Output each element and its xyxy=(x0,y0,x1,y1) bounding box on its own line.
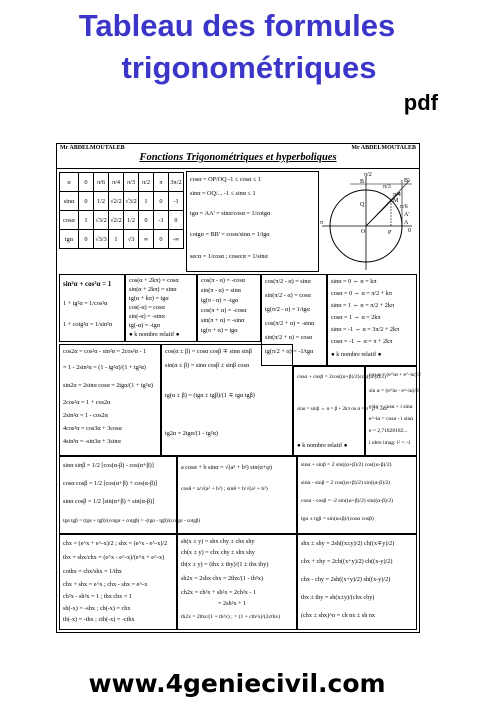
author-left: Mr ABDELMOUTALEB xyxy=(60,145,125,151)
formula-line: cotgα = BB' = cosα/sinα = 1/tgα xyxy=(190,231,270,238)
formula-line: sinα = -1 ⇔ α = 3π/2 + 2kπ xyxy=(331,326,400,333)
formula-line: sinα = sinβ ⇔ α = β + 2kπ ou α = π - β + 2kπ xyxy=(297,407,388,412)
circle-label: O xyxy=(361,229,366,235)
formula-line: tg(-α) = -tgα xyxy=(129,322,160,329)
table-cell: √3/3 xyxy=(94,230,109,249)
table-cell: 0 xyxy=(79,173,94,192)
formula-line: sh2x = 2shx chx = 2thx/(1 - th²x) xyxy=(181,575,263,582)
circle-label: π xyxy=(320,220,324,226)
formula-line: sin2α = 2sinα cosα = 2tgα/(1 + tg²α) xyxy=(63,382,153,389)
definitions-box xyxy=(186,171,319,272)
formula-line: sinα + sinβ = 2 sin((α+β)/2) cos((α-β)/2) xyxy=(301,462,392,468)
formula-line: 2cos²α = 1 + cos2α xyxy=(63,399,111,406)
formula-line: tg(π + α) = tgα xyxy=(201,327,238,334)
formula-sheet xyxy=(56,143,420,633)
formula-line: cos α = (e^iα + e^-iα)/2 xyxy=(369,372,421,378)
formula-line: sin²α + cos²α = 1 xyxy=(63,280,112,288)
circle-label: P xyxy=(388,230,392,236)
formula-line: th(-x) = -thx ; cth(-x) = -cthx xyxy=(63,616,135,623)
values-table xyxy=(59,172,184,249)
formula-line: thx ± thy = sh(x±y)/(chx chy) xyxy=(301,594,375,601)
formula-line: cosα = OP/OQ -1 ≤ cosα ≤ 1 xyxy=(190,176,261,183)
circle-label: π/3 xyxy=(383,184,391,190)
formula-line: sin α = (e^iα - e^-iα)/2i xyxy=(369,388,421,394)
formula-line: 1 + cotg²α = 1/sin²α xyxy=(63,321,113,328)
table-cell: √2/2 xyxy=(109,192,124,211)
table-cell: -1 xyxy=(154,211,169,230)
products-box xyxy=(59,456,201,534)
trig-circle-diagram xyxy=(320,172,416,272)
formula-line: ch(x ± y) = chx chy ± shx shy xyxy=(181,549,255,556)
table-cell: 1 xyxy=(109,230,124,249)
formula-line: i nbre imag: i² = -1 xyxy=(369,440,411,446)
table-cell: 1 xyxy=(139,192,154,211)
formula-line: cos2α = cos²α - sin²α = 2cos²α - 1 xyxy=(63,348,147,355)
formula-line: sin(π/2 - α) = cosα xyxy=(265,292,311,299)
table-cell: π/6 xyxy=(94,173,109,192)
addition-box xyxy=(161,344,293,456)
table-cell: -∞ xyxy=(169,230,184,249)
formula-line: cosα - cosβ = -2 sin((α+β)/2) sin((α-β)/2) xyxy=(301,498,393,504)
formula-line: ● k nombre relatif ● xyxy=(129,331,180,338)
formula-line: cosα = 0 ⇔ α = π/2 + kπ xyxy=(331,290,393,297)
hyperbolic-sums-box xyxy=(297,534,417,630)
pythagore-box xyxy=(59,274,125,342)
formula-line: sin(π - α) = sinα xyxy=(201,287,241,294)
equations-box xyxy=(327,274,417,366)
linear-combination-box xyxy=(177,456,297,534)
table-cell: cosα xyxy=(60,211,79,230)
periodicity-box xyxy=(125,274,197,342)
formula-line: chx - chy = 2sh((x+y)/2) sh((x-y)/2) xyxy=(301,576,391,583)
table-cell: 0 xyxy=(154,192,169,211)
sum-formulas-box xyxy=(297,456,417,534)
formula-line: e = 2,71828182... xyxy=(369,428,408,434)
table-cell: π/2 xyxy=(139,173,154,192)
formula-line: cos(π + α) = -cosα xyxy=(201,307,247,314)
formula-line: cos(α + 2kπ) = cosα xyxy=(129,277,179,284)
formula-line: ch2x = ch²x + sh²x = 2ch²x - 1 xyxy=(181,589,257,596)
formula-line: cosα cosβ = 1/2 [cos(α+β) + cos(α-β)] xyxy=(63,480,158,487)
values-table-header xyxy=(60,173,184,192)
table-cell: sinα xyxy=(60,192,79,211)
page-title-line-2: trigonométriques xyxy=(121,50,377,85)
circle-label: Q xyxy=(360,202,365,208)
table-cell: 1/2 xyxy=(94,192,109,211)
table-cell: 0 xyxy=(139,211,154,230)
formula-line: sinα - sinβ = 2 cos((α+β)/2) sin((α-β)/2) xyxy=(301,480,391,486)
circle-label: π/2 xyxy=(364,172,372,178)
hyperbolic-addition-box xyxy=(177,534,297,630)
formula-line: cos(-α) = cosα xyxy=(129,304,165,311)
formula-line: = 2sh²x + 1 xyxy=(218,600,247,607)
circle-label: B xyxy=(360,179,365,185)
formula-line: tg(α + kπ) = tgα xyxy=(129,295,169,302)
formula-line: chx + shx = e^x ; chx - shx = e^-x xyxy=(63,581,148,588)
formula-line: ● k nombre relatif ● xyxy=(331,351,382,358)
circle-label: M xyxy=(393,198,399,204)
formula-line: chx + chy = 2ch((x+y)/2) ch((x-y)/2) xyxy=(301,558,393,565)
formula-line: cosθ = a/√(a² + b²) ; sinθ = b/√(a² + b²) xyxy=(181,486,268,492)
formula-line: tgα = AA' = sinα/cosα = 1/cotgα xyxy=(190,210,271,217)
table-cell: √2/2 xyxy=(109,211,124,230)
formula-line: tg(α ± β) = (tgα ± tgβ)/(1 ∓ tgα tgβ) xyxy=(165,392,255,399)
page-title-line-1: Tableau des formules xyxy=(78,8,396,43)
table-cell: 1 xyxy=(79,211,94,230)
sheet-header xyxy=(57,144,419,169)
formula-line: th2x = 2thx/(1 + th²x) ; = (1 + cth²x)/(2cthx) xyxy=(181,614,281,620)
table-cell: 0 xyxy=(79,192,94,211)
values-table-row xyxy=(60,211,184,230)
values-table-row xyxy=(60,230,184,249)
circle-label: B' xyxy=(404,178,410,184)
formula-line: sinα = 0 ⇔ α = kπ xyxy=(331,278,377,285)
formula-line: ● k nombre relatif ● xyxy=(297,442,348,449)
formula-line: tg2α = 2tgα/(1 - tg²α) xyxy=(165,430,218,437)
formula-line: sin(-α) = -sinα xyxy=(129,313,165,320)
formula-line: ch²x - sh²x = 1 ; thx chx = 1 xyxy=(63,593,132,600)
table-cell: -1 xyxy=(169,192,184,211)
pdf-label: pdf xyxy=(403,90,438,115)
table-cell: √3/2 xyxy=(94,211,109,230)
formula-line: sin(α ± β) = sinα cosβ ± sinβ cosα xyxy=(165,362,250,369)
supplementary-box xyxy=(197,274,261,342)
formula-line: tg(π/2 - α) = 1/tgα xyxy=(265,306,310,313)
formula-line: e^iα = cosα + i sinα xyxy=(369,404,413,410)
footer-url: www.4geniecivil.com xyxy=(88,669,386,698)
sum-to-product-box xyxy=(293,366,388,456)
formula-line: sinα cosβ = 1/2 [sin(α+β) + sin(α-β)] xyxy=(63,498,155,505)
formula-line: sh(x ± y) = shx chy ± chx shy xyxy=(181,538,255,545)
formula-line: cos(π/2 + α) = -sinα xyxy=(265,320,315,327)
formula-line: sin(π/2 + α) = cosα xyxy=(265,334,313,341)
table-cell: 1/2 xyxy=(124,211,139,230)
formula-line: tg(π - α) = -tgα xyxy=(201,297,239,304)
formula-line: tgα tgβ = (tgα + tgβ)/(cotgα + cotgβ) = -(tgα - tgβ)/(cotgα - cotgβ) xyxy=(63,518,201,524)
table-cell: tgα xyxy=(60,230,79,249)
circle-label: 0 xyxy=(408,228,411,234)
formula-line: tg(π/2 + α) = -1/tgα xyxy=(265,348,314,355)
formula-line: cosα + cosβ = 2cos((α+β)/2)cos((α-β)/2) xyxy=(297,374,386,380)
formula-line: cosα = 1 ⇔ α = 2kπ xyxy=(331,314,381,321)
formula-line: cothx = chx/shx = 1/thx xyxy=(63,568,122,575)
euler-box xyxy=(365,366,421,456)
formula-line: shx ± shy = 2sh((x±y)/2) ch((x∓y)/2) xyxy=(301,540,395,547)
formula-line: cos(π/2 - α) = sinα xyxy=(265,278,311,285)
formula-line: = 1 - 2sin²α = (1 - tg²α)/(1 + tg²α) xyxy=(63,364,146,371)
formula-line: (chx ± shx)^n = ch nx ± sh nx xyxy=(301,612,376,619)
circle-label: A xyxy=(404,220,409,226)
formula-line: secα = 1/cosα ; cosecα = 1/sinα xyxy=(190,253,268,260)
formula-line: sh(-x) = -shx ; ch(-x) = chx xyxy=(63,605,131,612)
formula-line: 1 + tg²α = 1/cos²α xyxy=(63,300,108,307)
values-table-row xyxy=(60,192,184,211)
formula-line: 4sin³α = -sin3α + 3sinα xyxy=(63,438,121,445)
formula-line: sin(α + 2kπ) = sinα xyxy=(129,286,177,293)
table-cell: π/4 xyxy=(109,173,124,192)
formula-line: sinα sinβ = 1/2 [cos(α-β) - cos(α+β)] xyxy=(63,462,154,469)
double-angle-box xyxy=(59,344,161,456)
formula-line: sinα = OQ/... -1 ≤ sinα ≤ 1 xyxy=(190,190,256,197)
formula-line: 2sin²α = 1 - cos2α xyxy=(63,412,108,419)
table-cell: ∞ xyxy=(139,230,154,249)
formula-line: th(x ± y) = (thx ± thy)/(1 ± thx thy) xyxy=(181,561,269,568)
table-cell: π xyxy=(154,173,169,192)
table-cell: α xyxy=(60,173,79,192)
formula-line: a cosα + b sinα = √(a² + b²) sin(α+φ) xyxy=(181,464,272,471)
circle-label: π/6 xyxy=(400,204,408,210)
table-cell: √3 xyxy=(124,230,139,249)
formula-line: cos(π - α) = -cosα xyxy=(201,277,246,284)
formula-line: e^-iα = cosα - i sinα xyxy=(369,416,414,422)
table-cell: π/3 xyxy=(124,173,139,192)
formula-line: cosα = -1 ⇔ α = π + 2kπ xyxy=(331,338,393,345)
table-cell: 0 xyxy=(169,211,184,230)
formula-line: chx = (e^x + e^-x)/2 ; shx = (e^x - e^-x)/2 xyxy=(63,540,168,547)
formula-line: cos(α ± β) = cosα cosβ ∓ sinα sinβ xyxy=(165,348,252,355)
circle-label: π/4 xyxy=(393,192,401,198)
hyperbolic-box xyxy=(59,534,177,630)
circle-label: A' xyxy=(404,212,410,218)
formula-line: 4cos³α = cos3α + 3cosα xyxy=(63,425,122,432)
sheet-heading: Fonctions Trigonométriques et hyperboliques xyxy=(139,152,337,163)
formula-line: thx = shx/chx = (e^x - e^-x)/(e^x + e^-x) xyxy=(63,554,165,561)
table-cell: 0 xyxy=(154,230,169,249)
formula-line: sinα = 1 ⇔ α = π/2 + 2kπ xyxy=(331,302,395,309)
formula-line: tgα ± tgβ = sin(α±β)/(cosα cosβ) xyxy=(301,516,374,522)
author-right: Mr ABDELMOUTALEB xyxy=(351,145,416,151)
formula-line: sin(π + α) = -sinα xyxy=(201,317,245,324)
table-cell: 0 xyxy=(79,230,94,249)
table-cell: 3π/2 xyxy=(169,173,184,192)
table-cell: √3/2 xyxy=(124,192,139,211)
